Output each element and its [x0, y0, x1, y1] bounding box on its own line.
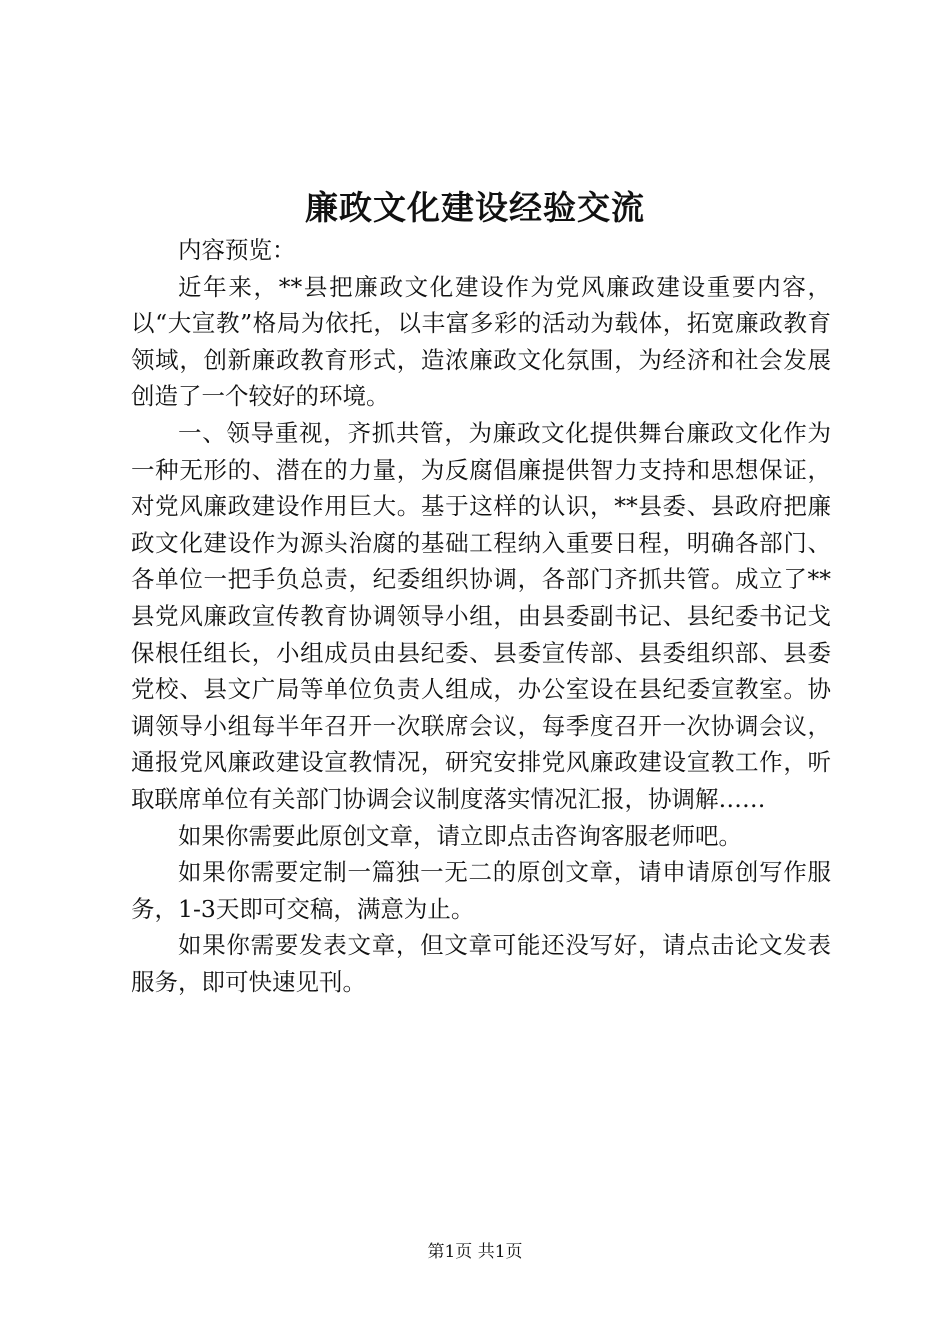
paragraph-contact-service: 如果你需要此原创文章，请立即点击咨询客服老师吧。 — [178, 821, 742, 850]
paragraph-section-one: 一、领导重视，齐抓共管，为廉政文化提供舞台廉政文化作为一种无形的、潜在的力量，为反腐倡廉提供智力支持和思想保证，对党风廉政建设作用巨大。基于这样的认识，**县委、县政府把廉政文化建设作为源头治腐的基础工程纳入重要日程，明确各部门、各单位一把手负总责，纪委组织协调，各部门齐抓共管。成立了**县党风廉政宣传教育协调领导小组，由县委副书记、县纪委书记戈保根任组长，小组成员由县纪委、县委宣传部、县委组织部、县委党校、县文广局等单位负责人组成，办公室设在县纪委宣教室。协调领导小组每半年召开一次联席会议，每季度召开一次协调会议，通报党风廉政建设宣教情况，研究安排党风廉政建设宣教工作，听取联席单位有关部门协调会议制度落实情况汇报，协调解…… — [131, 418, 831, 813]
page-number-footer: 第1页 共1页 — [427, 1242, 523, 1262]
paragraph-intro: 近年来，**县把廉政文化建设作为党风廉政建设重要内容，以“大宣教”格局为依托，以丰富多彩的活动为载体，拓宽廉政教育领域，创新廉政教育形式，造浓廉政文化氛围，为经济和社会发展创造了一个较好的环境。 — [131, 272, 831, 411]
document-body — [131, 232, 831, 1000]
paragraph-publishing-service: 如果你需要发表文章，但文章可能还没写好，请点击论文发表服务，即可快速见刊。 — [131, 931, 831, 996]
paragraph-custom-writing: 如果你需要定制一篇独一无二的原创文章，请申请原创写作服务，1-3天即可交稿，满意为止。 — [131, 858, 831, 923]
preview-label: 内容预览： — [178, 236, 296, 264]
document-title: 廉政文化建设经验交流 — [305, 188, 645, 227]
